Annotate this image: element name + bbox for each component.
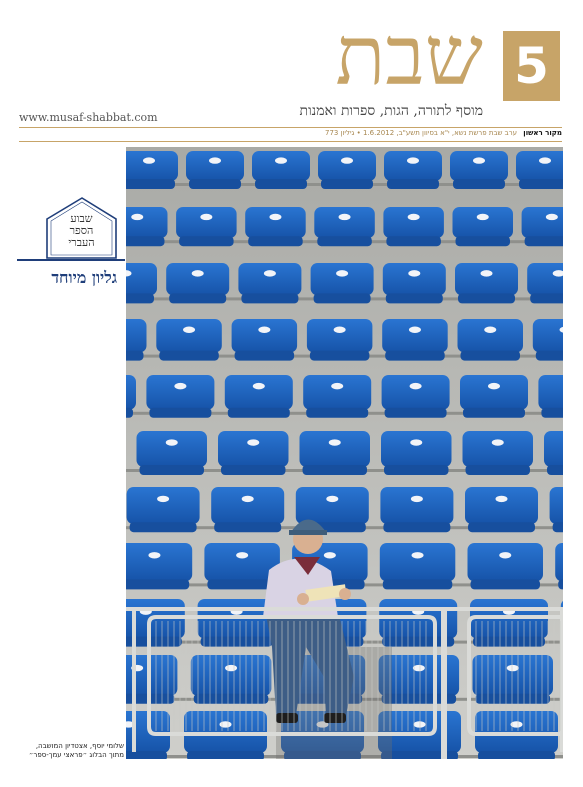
- stadium-seat: [225, 375, 293, 418]
- stadium-seat: [126, 207, 168, 246]
- stadium-seat: [126, 543, 192, 589]
- stadium-seats-photo: [126, 147, 563, 759]
- masthead-title: שבת: [335, 9, 483, 104]
- stadium-seat: [538, 375, 563, 418]
- stadium-seat: [211, 487, 284, 532]
- badge-underline: [17, 259, 125, 261]
- stadium-seat: [453, 207, 514, 246]
- badge-line-1: שבוע: [70, 212, 93, 225]
- stadium-seat: [166, 263, 229, 303]
- stadium-seat: [232, 319, 298, 361]
- stadium-seat: [465, 487, 538, 532]
- stadium-seat: [156, 319, 222, 361]
- stadium-seat: [314, 207, 375, 246]
- stadium-seat: [218, 431, 289, 475]
- photo-credit-line-1: שלומי יוסף, אצטדיון המושבה,: [35, 742, 124, 750]
- header-rule-bottom: [19, 141, 562, 142]
- special-issue-label: גליון מיוחד: [51, 268, 117, 287]
- photo-credit-line-2: מתוך הבלוג ״פראצי עמך-ספר״: [28, 751, 124, 759]
- stadium-seat: [126, 263, 157, 303]
- book-week-badge: [42, 195, 121, 259]
- stadium-seat: [303, 375, 371, 418]
- stadium-seat: [311, 263, 374, 303]
- stadium-seat: [318, 151, 376, 189]
- stadium-seat: [460, 375, 528, 418]
- website-url: www.musaf-shabbat.com: [19, 111, 158, 124]
- stadium-seat: [176, 207, 237, 246]
- stadium-seat: [473, 655, 554, 704]
- stadium-seat: [252, 151, 310, 189]
- stadium-seat: [245, 207, 306, 246]
- stadium-seat: [380, 487, 453, 532]
- masthead-subtitle: מוסף לתורה, הגות, ספרות ואמנות: [299, 103, 483, 119]
- stadium-seat: [458, 319, 524, 361]
- stadium-seat: [463, 431, 534, 475]
- stadium-seat: [382, 375, 450, 418]
- header-rule-top: [19, 127, 562, 128]
- badge-line-3: העברי: [68, 236, 95, 249]
- stadium-seat: [137, 431, 208, 475]
- badge-line-2: הספר: [69, 224, 94, 237]
- issue-date-info: ערב שבת פרשת נשא, י"א בסיוון תשע"ב, 1.6.2012 • גיליון 773: [325, 129, 518, 137]
- stadium-seat: [381, 431, 452, 475]
- stadium-seat: [522, 207, 563, 246]
- stadium-seat: [186, 151, 244, 189]
- stadium-seat: [380, 543, 456, 589]
- stadium-seat: [450, 151, 508, 189]
- stadium-seat: [455, 263, 518, 303]
- stadium-seat: [468, 543, 544, 589]
- stadium-seat: [384, 151, 442, 189]
- stadium-seat: [527, 263, 563, 303]
- badge-text: [50, 213, 113, 249]
- newspaper-name: מקור ראשון: [523, 129, 562, 137]
- stadium-seat: [191, 655, 271, 704]
- stadium-seat: [307, 319, 373, 361]
- stadium-seat: [126, 151, 178, 189]
- stadium-seat: [146, 375, 214, 418]
- stadium-seat: [533, 319, 563, 361]
- stadium-seat: [127, 487, 200, 532]
- stadium-seat: [300, 431, 371, 475]
- dateline: [19, 129, 562, 140]
- photo-credit: [19, 742, 124, 760]
- stadium-seat: [238, 263, 301, 303]
- stadium-seat: [516, 151, 563, 189]
- stadium-seat: [382, 319, 448, 361]
- issue-number: 5: [514, 37, 549, 95]
- stadium-seat: [126, 319, 147, 361]
- cover-photo: [126, 147, 563, 759]
- issue-number-box: [503, 31, 560, 101]
- stadium-seat: [383, 263, 446, 303]
- stadium-seat: [383, 207, 444, 246]
